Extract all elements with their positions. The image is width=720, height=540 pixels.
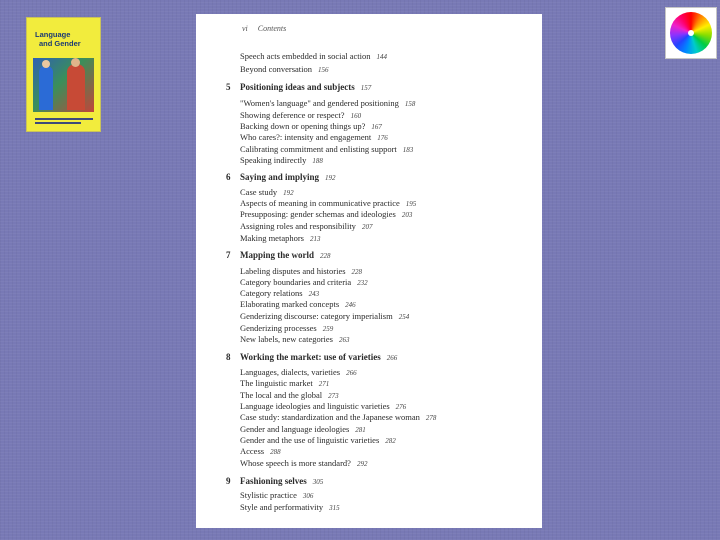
toc-entry [240,233,320,243]
toc-page-number: 306 [302,492,314,500]
book-cover-title [35,30,97,48]
toc-page-number: 228 [320,252,331,260]
toc-line-title: "Women's language" and gendered positioning [240,98,399,108]
toc-page-number: 203 [401,211,413,219]
toc-entry [240,490,313,500]
toc-page-number: 207 [361,223,373,231]
toc-page-number: 192 [325,174,336,182]
toc-entry [240,458,367,468]
toc-entry [240,378,329,388]
toc-line-title: Languages, dialects, varieties [240,367,341,377]
toc-line-title: Genderizing discourse: category imperialism [240,311,393,321]
page-header-number: vi [242,24,248,33]
book-cover-thumbnail [26,17,101,132]
page-header-title: Contents [257,24,287,33]
toc-page-number: 160 [350,112,362,120]
toc-line-title: Fashioning selves [240,476,307,486]
toc-line-title: Whose speech is more standard? [240,458,351,468]
toc-line-title: Saying and implying [240,172,320,182]
toc-chapter-heading [226,352,397,362]
toc-line-title: Category relations [240,288,303,298]
toc-chapter-number: 9 [226,476,231,486]
toc-line-title: Mapping the world [240,250,315,260]
toc-page-number: 292 [356,460,368,468]
toc-page-number: 246 [345,301,356,309]
toc-entry [240,401,406,411]
toc-entry [240,334,350,344]
toc-page-number: 195 [405,200,417,208]
toc-page-number: 273 [328,392,339,400]
toc-page-number: 183 [402,146,414,154]
toc-page-number: 158 [404,100,416,108]
toc-page-number: 288 [270,448,281,456]
toc-entry [240,412,436,422]
toc-chapter-heading [226,476,323,486]
toc-page-number: 188 [312,157,323,165]
toc-entry [240,424,366,434]
toc-line-title: Style and performativity [240,502,324,512]
toc-page-number: 263 [339,336,350,344]
toc-page-number: 281 [355,426,366,434]
toc-entry [240,502,340,512]
toc-entry [240,121,382,131]
color-wheel-icon [665,7,717,59]
toc-page-number: 266 [346,369,357,377]
toc-entry [240,98,415,108]
toc-line-title: Elaborating marked concepts [240,299,340,309]
toc-page-number: 276 [395,403,407,411]
toc-entry [240,51,387,61]
toc-page-number: 157 [360,84,372,92]
toc-page-number: 176 [377,134,388,142]
toc-line-title: Backing down or opening things up? [240,121,366,131]
toc-page-number: 232 [357,279,368,287]
toc-page-number: 156 [318,66,329,74]
toc-line-title: The linguistic market [240,378,313,388]
book-cover-artwork [33,58,94,112]
toc-entry [240,221,372,231]
toc-page-number: 259 [322,325,334,333]
toc-line-title: Access [240,446,265,456]
book-cover-title-line-1: Language [35,30,71,39]
toc-page-number: 254 [398,313,410,321]
toc-page-number: 282 [385,437,396,445]
toc-page-number: 213 [309,235,321,243]
toc-line-title: Showing deference or respect? [240,110,345,120]
toc-page-number: 271 [318,380,330,388]
page-header [242,24,286,33]
toc-line-title: Labeling disputes and histories [240,266,346,276]
toc-entry [240,198,416,208]
toc-entry [240,311,409,321]
toc-chapter-heading [226,82,371,92]
toc-page-number: 228 [351,268,363,276]
toc-entry [240,288,319,298]
toc-line-title: Case study: standardization and the Japanese woman [240,412,420,422]
toc-line-title: Stylistic practice [240,490,297,500]
toc-entry [240,390,339,400]
toc-page-number: 278 [425,414,437,422]
toc-entry [240,323,333,333]
toc-line-title: Aspects of meaning in communicative practice [240,198,400,208]
toc-page-number: 192 [283,189,294,197]
toc-page-number: 167 [371,123,382,131]
toc-entry [240,155,323,165]
toc-page-number: 144 [376,53,388,61]
toc-line-title: Who cares?: intensity and engagement [240,132,372,142]
book-cover-title-line-2: and Gender [39,39,81,48]
toc-line-title: Genderizing processes [240,323,317,333]
toc-chapter-number: 5 [226,82,231,92]
toc-line-title: Speaking indirectly [240,155,307,165]
toc-line-title: The local and the global [240,390,323,400]
toc-entry [240,299,356,309]
toc-entry [240,132,388,142]
toc-line-title: Category boundaries and criteria [240,277,352,287]
toc-chapter-number: 8 [226,352,231,362]
toc-entry [240,144,413,154]
toc-line-title: New labels, new categories [240,334,333,344]
toc-page-number: 305 [312,478,324,486]
toc-page-number: 315 [329,504,340,512]
toc-entry [240,446,281,456]
toc-line-title: Working the market: use of varieties [240,352,381,362]
toc-chapter-heading [226,250,331,260]
toc-line-title: Positioning ideas and subjects [240,82,355,92]
toc-entry [240,435,396,445]
toc-line-title: Language ideologies and linguistic varieties [240,401,390,411]
toc-line-title: Gender and the use of linguistic varieties [240,435,380,445]
toc-page-number: 243 [308,290,320,298]
toc-entry [240,110,361,120]
toc-line-title: Speech acts embedded in social action [240,51,371,61]
toc-line-title: Beyond conversation [240,64,312,74]
toc-line-title: Assigning roles and responsibility [240,221,356,231]
toc-line-title: Gender and language ideologies [240,424,350,434]
toc-chapter-number: 7 [226,250,231,260]
toc-entry [240,209,412,219]
toc-page-number: 266 [386,354,398,362]
toc-line-title: Presupposing: gender schemas and ideologies [240,209,396,219]
toc-entry [240,266,362,276]
toc-line-title: Making metaphors [240,233,304,243]
contents-page [196,14,542,528]
toc-entry [240,64,329,74]
book-cover-authors [35,118,93,126]
toc-entry [240,277,368,287]
toc-line-title: Case study [240,187,278,197]
toc-chapter-heading [226,172,336,182]
toc-entry [240,367,357,377]
toc-chapter-number: 6 [226,172,231,182]
toc-entry [240,187,294,197]
toc-line-title: Calibrating commitment and enlisting support [240,144,397,154]
